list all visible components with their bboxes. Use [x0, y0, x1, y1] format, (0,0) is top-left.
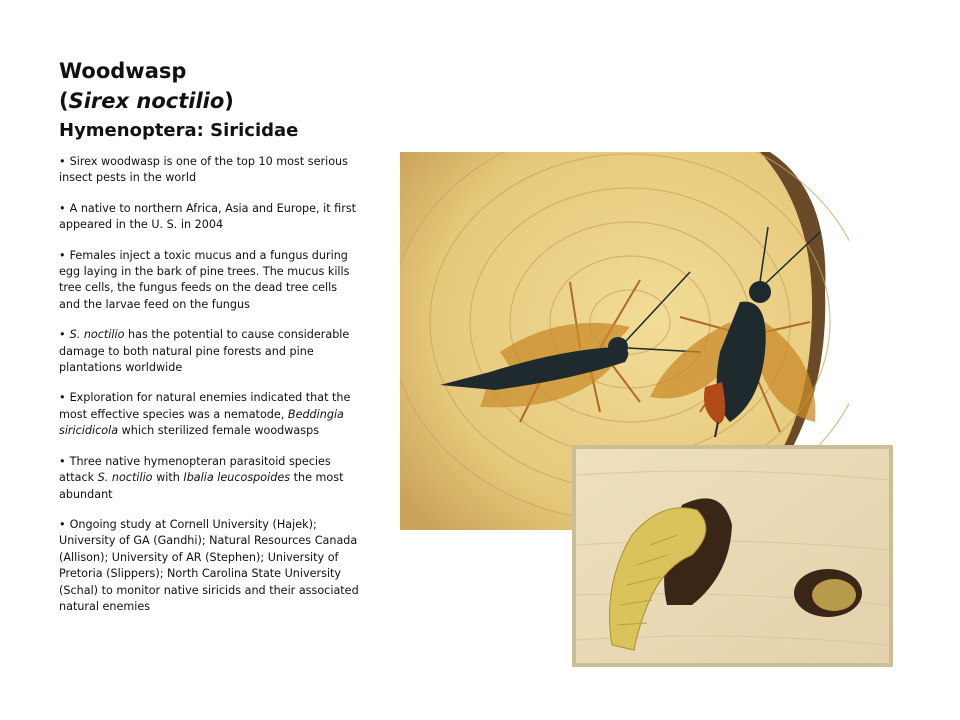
bullet-italic: Ibalia leucospoides — [183, 471, 291, 485]
bullet-italic: S. noctilio — [69, 328, 125, 342]
bullet-text: has the potential to cause considerable damage to both natural pine forests and pine plantations worldwide — [59, 328, 350, 375]
bullet-text: Three native hymenopteran parasitoid species attack — [59, 454, 331, 485]
bullet-item — [59, 201, 359, 234]
scientific-name — [59, 86, 479, 116]
bullet-item — [59, 154, 359, 187]
bullet-dot: • — [59, 248, 66, 262]
bullet-text: Ongoing study at Cornell University (Hajek); University of GA (Gandhi); Natural Resources Canada (Allison); University of AR (Stephen); University of Pretoria (Slippers); North Carolina State University (Schal) to monitor native siricids and their associated natural enemies — [59, 517, 359, 613]
bullet-dot: • — [59, 155, 66, 168]
bullet-list — [59, 154, 359, 629]
bullet-text: Exploration for natural enemies indicated that the most effective species was a nematode, — [59, 391, 351, 421]
bullet-text: Females inject a toxic mucus and a fungus during egg laying in the bark of pine trees. The mucus kills tree cells, the fungus feeds on the dead tree cells and the larvae feed on the fungus — [59, 248, 350, 311]
bullet-dot: • — [59, 201, 66, 215]
pupa-in-hole — [812, 579, 856, 611]
bullet-text: A native to northern Africa, Asia and Europe, it first appeared in the U. S. in 2004 — [59, 201, 357, 232]
bullet-text: the most abundant — [59, 471, 344, 501]
paren-close: ) — [224, 89, 234, 113]
bullet-italic: S. noctilio — [97, 471, 153, 485]
bullet-text: with — [152, 471, 184, 485]
taxonomy-subtitle: Hymenoptera: Siricidae — [59, 120, 299, 141]
bullet-text: Sirex woodwasp is one of the top 10 most serious insect pests in the world — [59, 155, 348, 185]
bullet-item — [59, 517, 359, 615]
slide-title-block — [59, 56, 479, 144]
bullet-dot: • — [59, 391, 66, 405]
larva-photo — [572, 445, 893, 667]
paren-open: ( — [59, 89, 69, 113]
bullet-item — [59, 454, 359, 503]
scientific-name-italic: Sirex noctilio — [68, 89, 225, 113]
bullet-item — [59, 390, 359, 439]
bullet-text: which sterilized female woodwasps — [118, 424, 320, 438]
bullet-item — [59, 248, 359, 314]
slide-title: Woodwasp — [59, 59, 187, 83]
bullet-dot: • — [59, 454, 66, 468]
bullet-italic: Beddingia siricidicola — [59, 407, 344, 438]
larva-photo-svg — [572, 445, 893, 667]
bullet-dot: • — [59, 517, 66, 531]
bullet-dot: • — [59, 328, 66, 342]
bullet-item — [59, 327, 359, 376]
